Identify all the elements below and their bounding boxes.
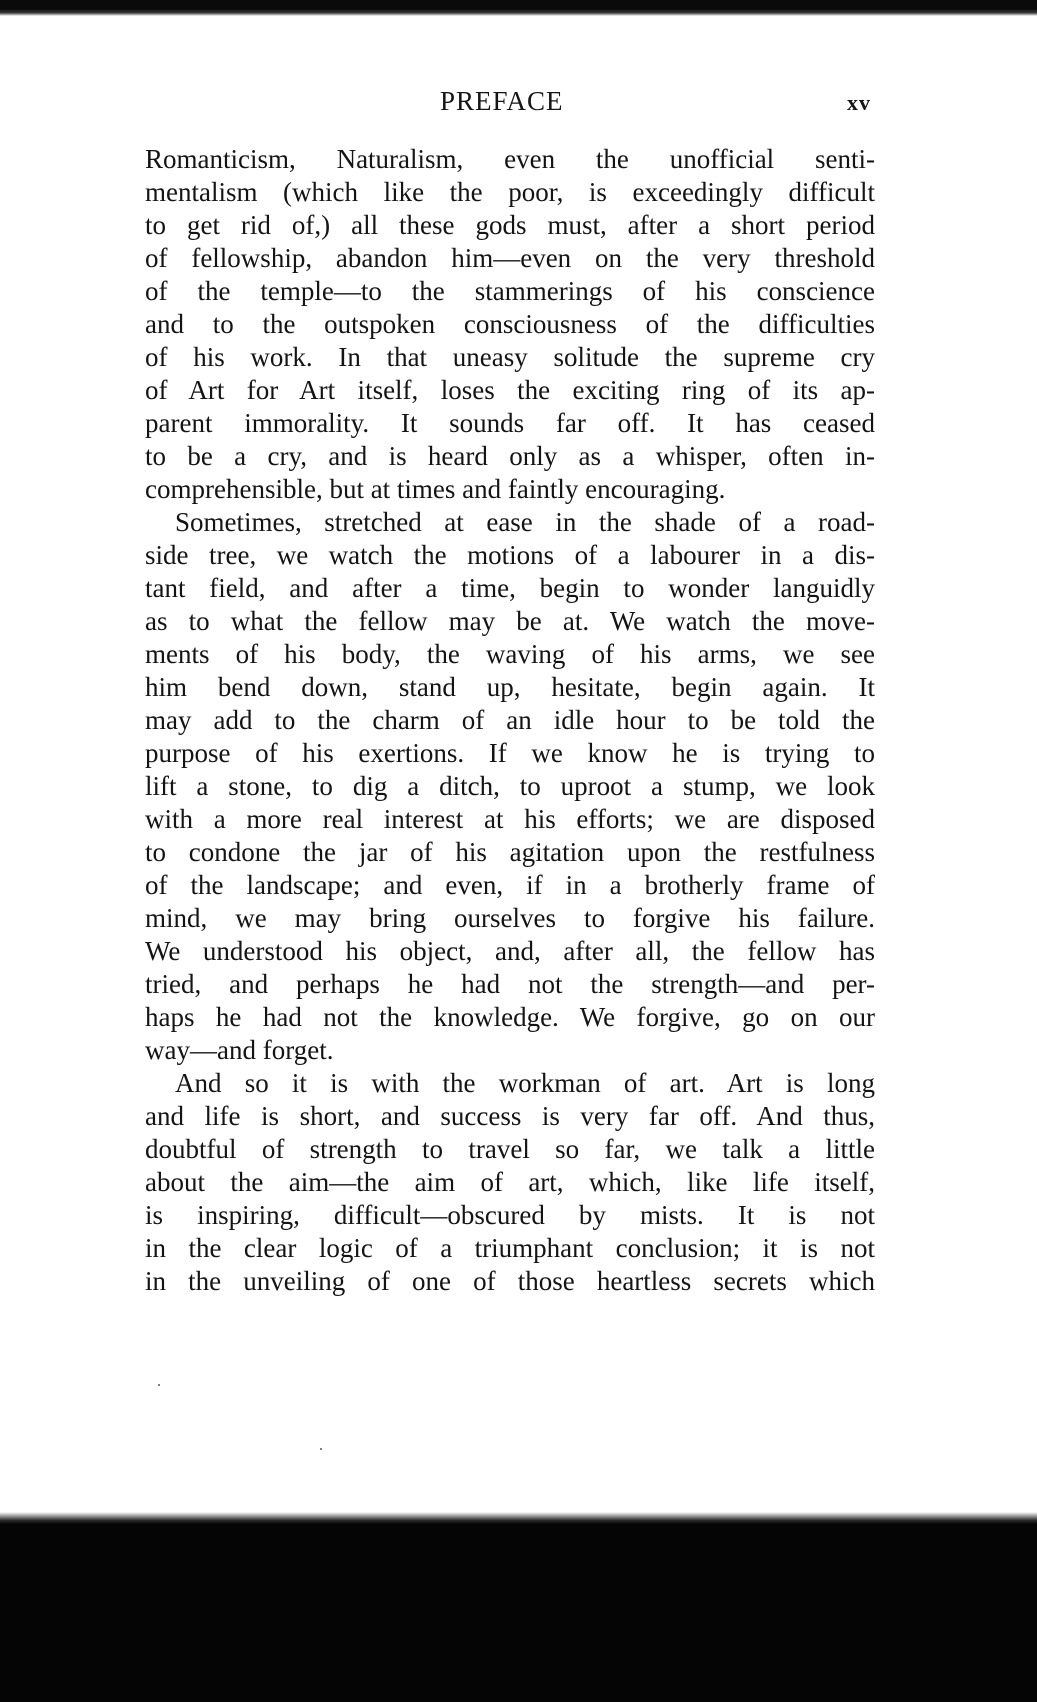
text-line: tried, and perhaps he had not the strength—and per-: [145, 969, 875, 999]
text-line: And so it is with the workman of art. Art is long: [175, 1068, 875, 1098]
text-line: with a more real interest at his efforts; we are disposed: [145, 804, 875, 834]
text-line: way—and forget.: [145, 1035, 334, 1065]
text-line: in the clear logic of a triumphant conclusion; it is not: [145, 1233, 875, 1263]
text-line: side tree, we watch the motions of a labourer in a dis-: [145, 540, 875, 570]
text-line: We understood his object, and, after all, the fellow has: [145, 936, 875, 966]
text-line: tant field, and after a time, begin to wonder languidly: [145, 573, 875, 603]
text-line: ments of his body, the waving of his arms, we see: [145, 639, 875, 669]
scan-top-edge: [0, 0, 1037, 16]
scan-speck: [320, 1448, 322, 1450]
text-line: may add to the charm of an idle hour to be told the: [145, 705, 875, 735]
text-line: as to what the fellow may be at. We watch the move-: [145, 606, 875, 636]
scan-speck: [158, 1384, 160, 1386]
text-line: him bend down, stand up, hesitate, begin again. It: [145, 672, 875, 702]
page-header: [0, 86, 1037, 126]
text-line: and to the outspoken consciousness of the difficulties: [145, 309, 875, 339]
text-line: in the unveiling of one of those heartless secrets which: [145, 1266, 875, 1296]
text-line: of the landscape; and even, if in a brotherly frame of: [145, 870, 875, 900]
text-line: Romanticism, Naturalism, even the unofficial senti-: [145, 144, 875, 174]
text-line: Sometimes, stretched at ease in the shade of a road-: [175, 507, 875, 537]
text-line: to get rid of,) all these gods must, after a short period: [145, 210, 875, 240]
text-line: doubtful of strength to travel so far, we talk a little: [145, 1134, 875, 1164]
text-line: mind, we may bring ourselves to forgive his failure.: [145, 903, 875, 933]
text-line: purpose of his exertions. If we know he is trying to: [145, 738, 875, 768]
text-line: lift a stone, to dig a ditch, to uproot a stump, we look: [145, 771, 875, 801]
text-line: and life is short, and success is very far off. And thus,: [145, 1101, 875, 1131]
scan-bottom-edge: [0, 1522, 1037, 1702]
text-line: of the temple—to the stammerings of his conscience: [145, 276, 875, 306]
running-head: PREFACE: [440, 86, 564, 116]
text-line: is inspiring, difficult—obscured by mists. It is not: [145, 1200, 875, 1230]
text-line: of Art for Art itself, loses the exciting ring of its ap-: [145, 375, 875, 405]
body-text: [145, 143, 875, 1298]
text-line: to condone the jar of his agitation upon the restfulness: [145, 837, 875, 867]
text-line: parent immorality. It sounds far off. It has ceased: [145, 408, 875, 438]
text-line: of fellowship, abandon him—even on the very threshold: [145, 243, 875, 273]
text-line: to be a cry, and is heard only as a whisper, often in-: [145, 441, 875, 471]
text-line: about the aim—the aim of art, which, like life itself,: [145, 1167, 875, 1197]
text-line: mentalism (which like the poor, is exceedingly difficult: [145, 177, 875, 207]
text-line: comprehensible, but at times and faintly encouraging.: [145, 474, 726, 504]
text-line: of his work. In that uneasy solitude the supreme cry: [145, 342, 875, 372]
page-number: xv: [847, 90, 871, 115]
text-line: haps he had not the knowledge. We forgive, go on our: [145, 1002, 875, 1032]
